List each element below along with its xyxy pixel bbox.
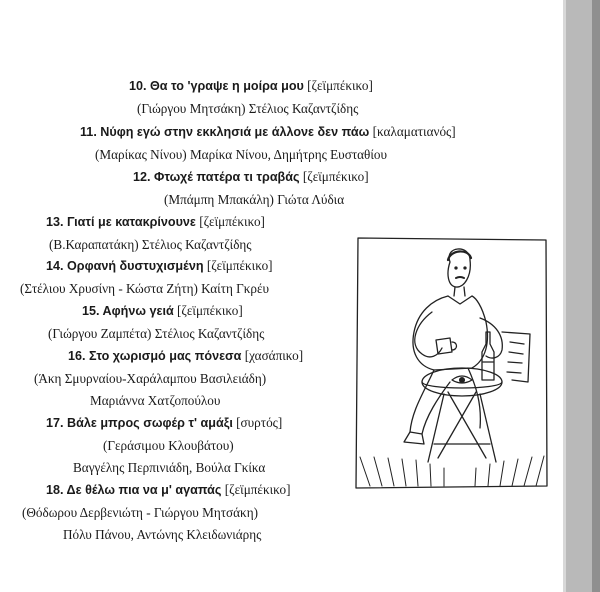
track-credits: (Γιώργου Μητσάκη) Στέλιος Καζαντζίδης <box>137 101 359 116</box>
track-title-line <box>129 78 373 94</box>
track-credits: Μαριάννα Χατζοπούλου <box>90 393 221 408</box>
track-credits: Πόλυ Πάνου, Αντώνης Κλειδωνιάρης <box>63 527 262 542</box>
track-genre: [καλαματιανός] <box>372 124 456 139</box>
track-title: 18. Δε θέλω πια να μ' αγαπάς <box>46 483 222 497</box>
track-title: 11. Νύφη εγώ στην εκκλησιά με άλλονε δεν πάω <box>80 125 370 139</box>
cafe-man-illustration <box>352 232 552 492</box>
track-credits: (Γεράσιμου Κλουβάτου) <box>103 438 234 453</box>
track-title: 10. Θα το 'γραψε η μοίρα μου <box>129 79 304 93</box>
track-title-line <box>46 482 291 498</box>
table-legs <box>428 392 496 462</box>
track-credits: (Θόδωρου Δερβενιώτη - Γιώργου Μητσάκη) <box>22 505 258 520</box>
track-title: 14. Ορφανή δυστυχισμένη <box>46 259 204 273</box>
track-credits: (Άκη Σμυρναίου-Χαράλαμπου Βασιλειάδη) <box>34 371 267 386</box>
track-title: 13. Γιατί με κατακρίνουνε <box>46 215 196 229</box>
track-genre: [ζεϊμπέκικο] <box>224 482 291 497</box>
cup <box>436 338 452 354</box>
track-credits: (Μπάμπη Μπακάλη) Γιώτα Λύδια <box>164 192 345 207</box>
track-genre: [ζεϊμπέκικο] <box>199 214 265 229</box>
track-title: 16. Στο χωρισμό μας πόνεσα <box>68 349 242 363</box>
track-title-line <box>80 124 456 140</box>
track-title: 15. Αφήνω γειά <box>82 304 174 318</box>
track-credits: (Μαρίκας Νίνου) Μαρίκα Νίνου, Δημήτρης Ευσταθίου <box>95 147 388 162</box>
floor-stripes <box>360 456 544 486</box>
track-genre: [ζεϊμπέκικο] <box>177 303 243 318</box>
right-arm <box>480 318 502 358</box>
track-title-line <box>133 169 369 185</box>
torso <box>413 296 487 370</box>
track-genre: [ζεϊμπέκικο] <box>302 169 369 184</box>
track-title-line <box>68 348 303 364</box>
track-title: 12. Φτωχέ πατέρα τι τραβάς <box>133 170 300 184</box>
track-genre: [ζεϊμπέκικο] <box>206 258 273 273</box>
track-genre: [ζεϊμπέκικο] <box>307 78 373 93</box>
track-title-line <box>46 415 282 431</box>
track-credits: (Γιώργου Ζαμπέτα) Στέλιος Καζαντζίδης <box>48 326 265 341</box>
track-credits: (Β.Καραπατάκη) Στέλιος Καζαντζίδης <box>49 237 252 252</box>
track-title-line <box>82 303 243 319</box>
chair-back <box>502 332 530 382</box>
track-genre: [συρτός] <box>236 415 283 430</box>
track-credits: (Στέλιου Χρυσίνη - Κώστα Ζήτη) Καίτη Γκρέυ <box>20 281 270 296</box>
track-title-line <box>46 258 273 274</box>
track-title: 17. Βάλε μπρος σωφέρ τ' αμάξι <box>46 416 233 430</box>
track-title-line <box>46 214 265 230</box>
track-credits: Βαγγέλης Περπινιάδη, Βούλα Γκίκα <box>73 460 266 475</box>
left-leg <box>410 370 450 434</box>
track-genre: [χασάπικο] <box>244 348 304 363</box>
